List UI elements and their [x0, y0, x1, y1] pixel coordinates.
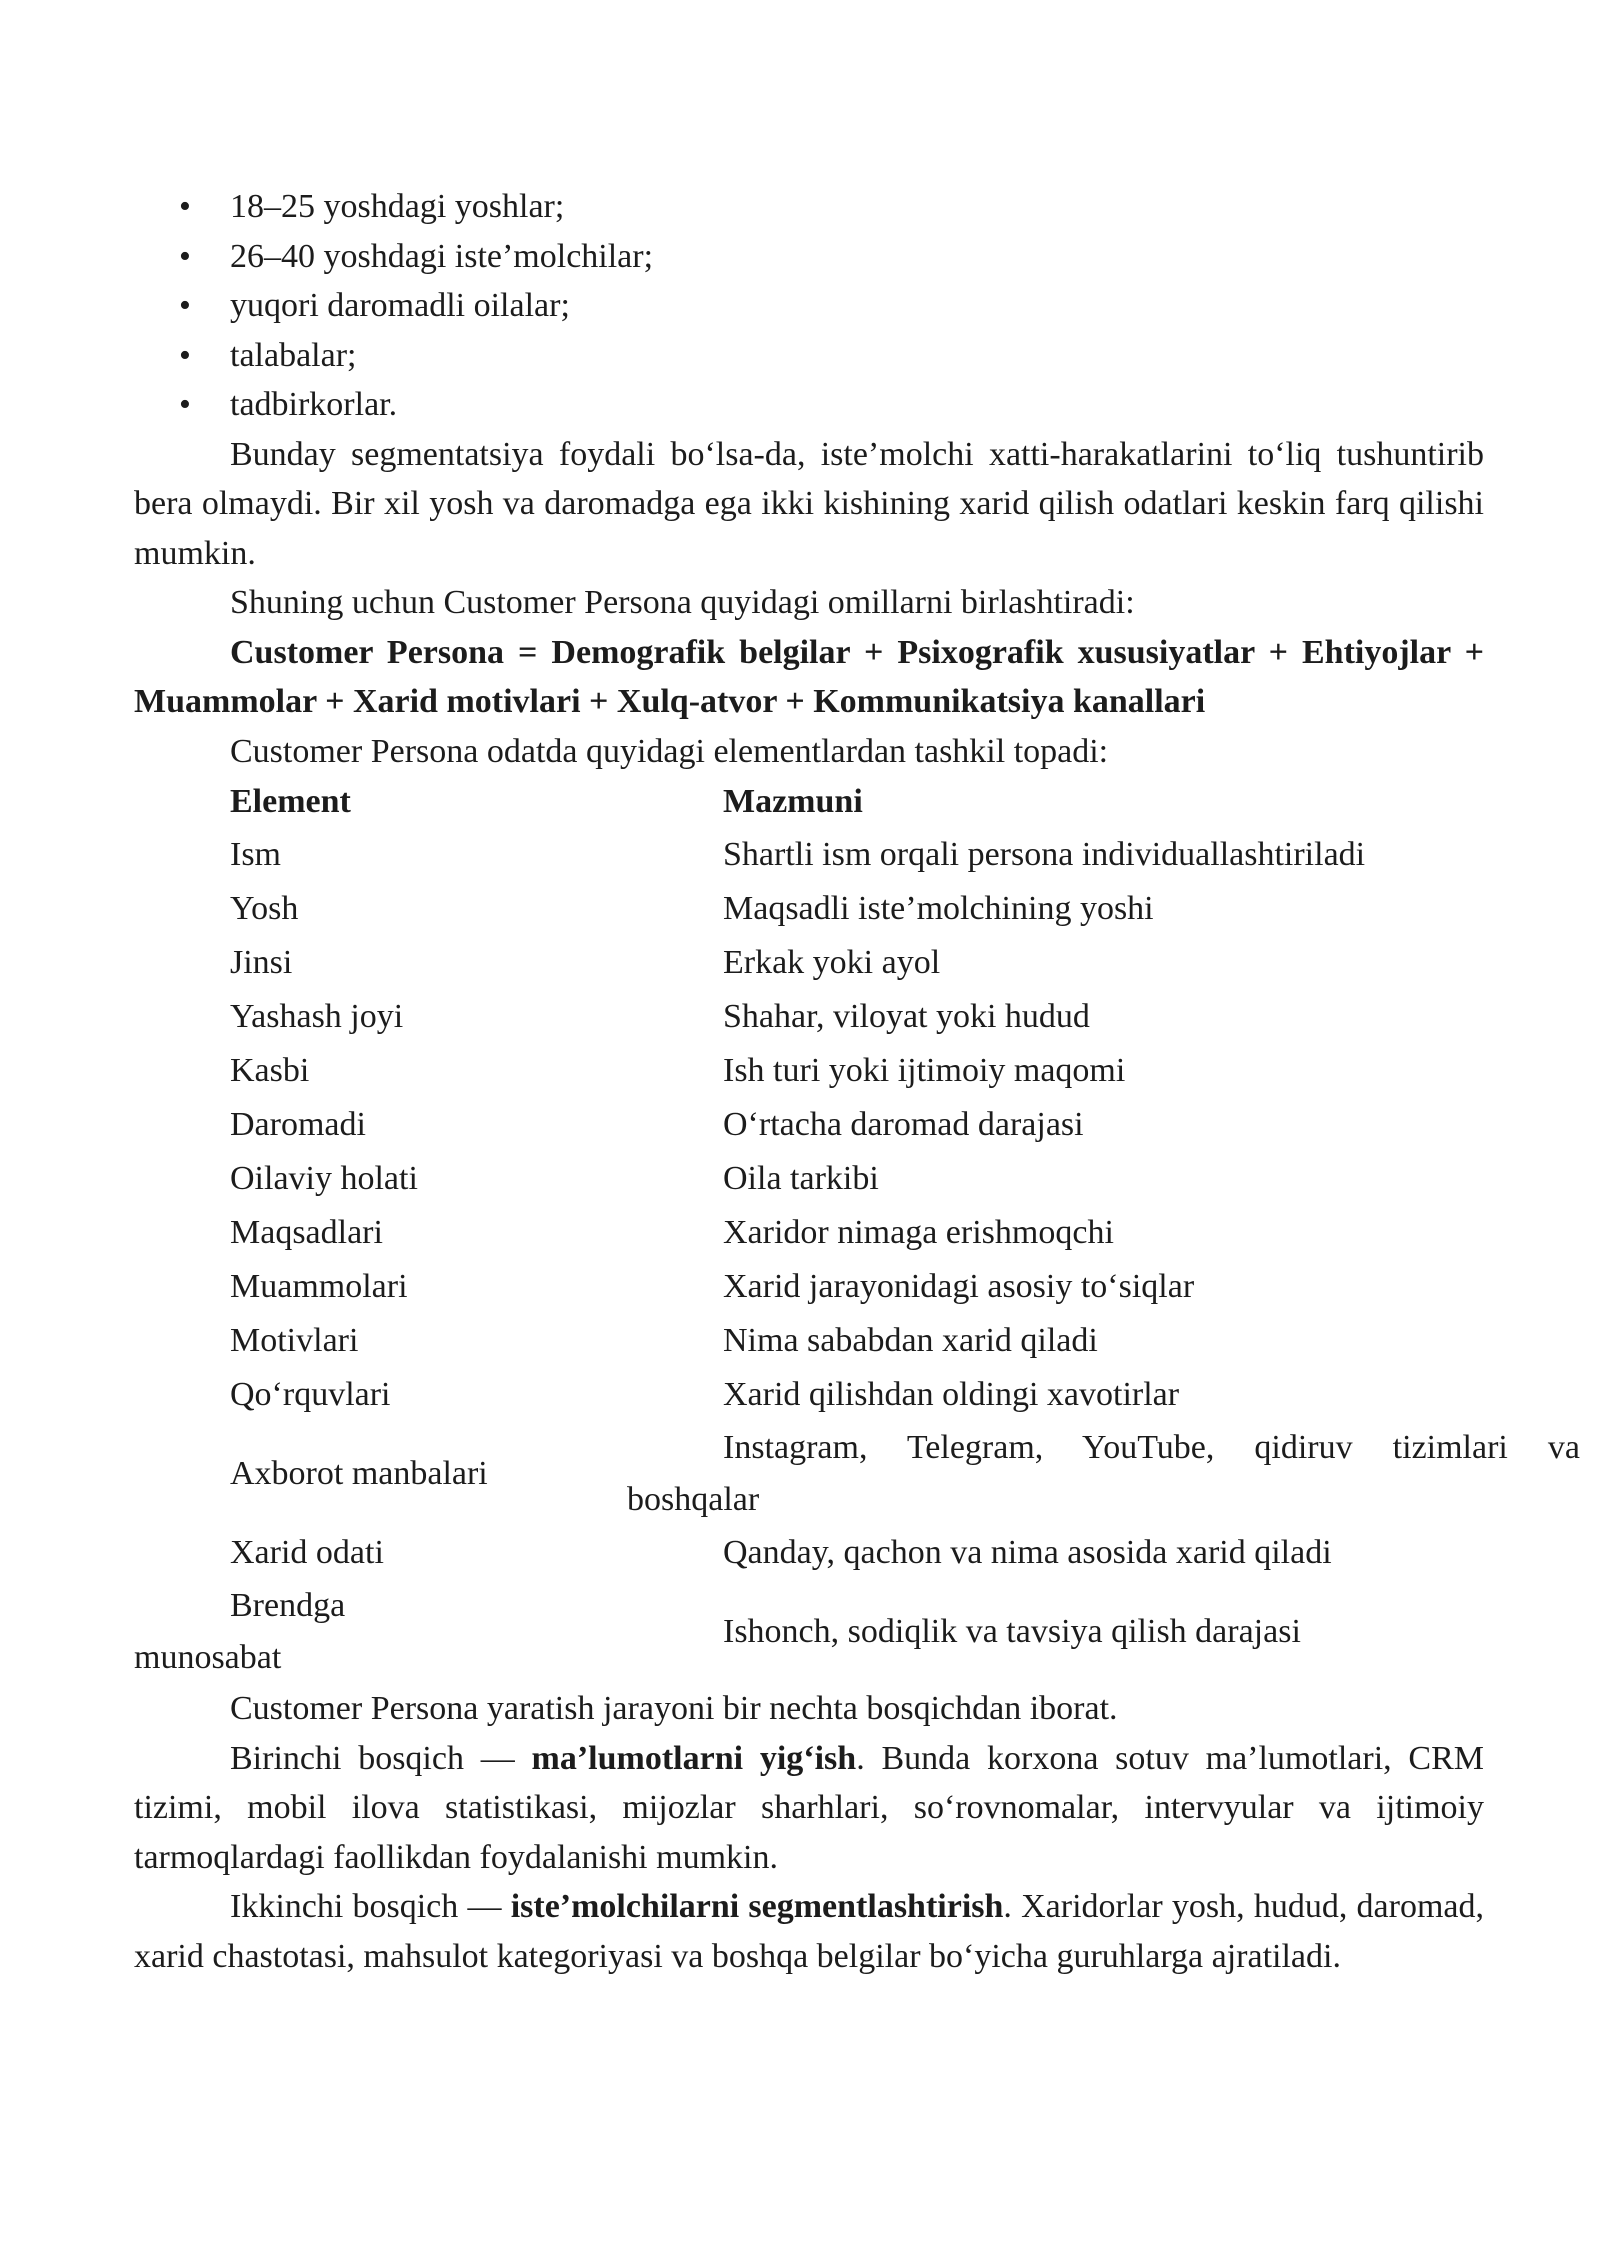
table-row	[134, 990, 1580, 1044]
cell-content: Ishonch, sodiqlik va tavsiya qilish darajasi	[723, 1613, 1301, 1650]
cell-element: Xarid odati	[230, 1534, 384, 1571]
table-row	[134, 1422, 1580, 1526]
cell-element: Daromadi	[230, 1106, 366, 1143]
cell-content: Ish turi yoki ijtimoiy maqomi	[723, 1052, 1126, 1089]
cell-content: Maqsadli iste’molchining yoshi	[723, 890, 1154, 927]
text-run: . Xaridorlar yosh, hudud, daromad, xarid chastotasi, mahsulot kategoriyasi va boshqa belgilar bo‘yicha guruhlarga ajratiladi.	[134, 1888, 1485, 1975]
list-item-text: tadbirkorlar.	[230, 386, 398, 423]
cell-element-line: munosabat	[134, 1639, 282, 1676]
table-row	[134, 1260, 1580, 1314]
table-header-row	[134, 776, 1580, 828]
cell-content: Qanday, qachon va nima asosida xarid qiladi	[723, 1534, 1332, 1571]
table-row	[134, 882, 1580, 936]
list-item	[134, 281, 1484, 331]
cell-element: Yosh	[230, 890, 299, 927]
cell-content: O‘rtacha daromad darajasi	[723, 1106, 1084, 1143]
cell-element: Axborot manbalari	[230, 1455, 488, 1492]
bullet-marker: •	[179, 287, 191, 324]
bullet-marker: •	[179, 386, 191, 423]
cell-element: Qo‘rquvlari	[230, 1376, 391, 1413]
cell-content: Nima sababdan xarid qiladi	[723, 1322, 1098, 1359]
table-row	[134, 1206, 1580, 1260]
bullet-marker: •	[179, 237, 191, 275]
cell-element: Motivlari	[230, 1322, 359, 1359]
table-row	[134, 828, 1580, 882]
paragraph-stage-two	[134, 1882, 1484, 1981]
list-item	[134, 232, 1484, 282]
text-run: Ikkinchi bosqich —	[230, 1888, 511, 1925]
list-item-text: 18–25 yoshdagi yoshlar;	[230, 188, 565, 225]
table-row	[134, 936, 1580, 990]
paragraph-stages-intro: Customer Persona yaratish jarayoni bir nechta bosqichdan iborat.	[230, 1690, 1118, 1727]
list-item-text: yuqori daromadli oilalar;	[230, 287, 570, 324]
list-item	[134, 331, 1484, 381]
cell-content: Xarid qilishdan oldingi xavotirlar	[723, 1376, 1180, 1413]
bullet-marker: •	[179, 336, 191, 374]
cell-element-line: Brendga	[230, 1587, 346, 1624]
list-item-text: 26–40 yoshdagi iste’molchilar;	[230, 237, 654, 275]
cell-content: Shartli ism orqali persona individuallashtiriladi	[723, 836, 1366, 873]
text-run: Birinchi bosqich —	[230, 1739, 532, 1777]
cell-element: Muammolari	[230, 1268, 408, 1305]
bold-term: iste’molchilarni segmentlashtirish	[510, 1888, 1004, 1925]
persona-formula: Customer Persona = Demografik belgilar + Psixografik xususiyatlar + Ehtiyojlar + Muammolar + Xarid motivlari + Xulq-atvor + Kommunikatsiya kanallari	[134, 633, 1484, 720]
cell-element: Kasbi	[230, 1052, 310, 1089]
table-row	[134, 1314, 1580, 1368]
table-row	[134, 1368, 1580, 1422]
paragraph-persona-intro: Shuning uchun Customer Persona quyidagi omillarni birlashtiradi:	[230, 584, 1135, 621]
table-row	[134, 1526, 1580, 1580]
column-header-content: Mazmuni	[723, 783, 863, 820]
persona-elements-table	[134, 776, 1580, 1684]
bullet-list	[134, 182, 1484, 430]
cell-element: Jinsi	[230, 944, 293, 981]
cell-content-line: Instagram, Telegram, YouTube, qidiruv tizimlari va	[723, 1429, 1580, 1466]
list-item-text: talabalar;	[230, 336, 357, 374]
cell-content: Xarid jarayonidagi asosiy to‘siqlar	[723, 1268, 1195, 1305]
cell-content-line: boshqalar	[627, 1481, 760, 1518]
paragraph-segmentation: Bunday segmentatsiya foydali bo‘lsa-da, iste’molchi xatti-harakatlarini to‘liq tushuntirib bera olmaydi. Bir xil yosh va daromadga ega ikki kishining xarid qilish odatlari keskin farq qilishi mumkin.	[134, 435, 1484, 572]
table-row	[134, 1044, 1580, 1098]
cell-element: Yashash joyi	[230, 998, 404, 1035]
column-header-element: Element	[230, 783, 351, 820]
list-item	[134, 380, 1484, 430]
text-run: . Bunda korxona sotuv ma’lumotlari, CRM tizimi, mobil ilova statistikasi, mijozlar sharhlari, so‘rovnomalar, intervyular va ijtimoiy tarmoqlardagi faollikdan foydalanishi mumkin.	[134, 1739, 1484, 1876]
table-row	[134, 1098, 1580, 1152]
cell-element: Oilaviy holati	[230, 1160, 418, 1197]
table-row	[134, 1580, 1580, 1684]
cell-element: Ism	[230, 836, 281, 873]
cell-content: Shahar, viloyat yoki hudud	[723, 998, 1090, 1035]
bullet-marker: •	[179, 188, 191, 225]
cell-content	[627, 1422, 1580, 1526]
bold-term: ma’lumotlarni yig‘ish	[531, 1739, 857, 1777]
cell-content: Oila tarkibi	[723, 1160, 879, 1197]
cell-element: Maqsadlari	[230, 1214, 383, 1251]
document-page	[134, 182, 1580, 1981]
list-item	[134, 182, 1484, 232]
paragraph-elements-intro: Customer Persona odatda quyidagi elementlardan tashkil topadi:	[230, 732, 1109, 770]
paragraph-stage-one	[134, 1734, 1484, 1883]
cell-content: Xaridor nimaga erishmoqchi	[723, 1214, 1114, 1251]
cell-content: Erkak yoki ayol	[723, 944, 941, 981]
cell-element	[134, 1580, 723, 1684]
table-row	[134, 1152, 1580, 1206]
